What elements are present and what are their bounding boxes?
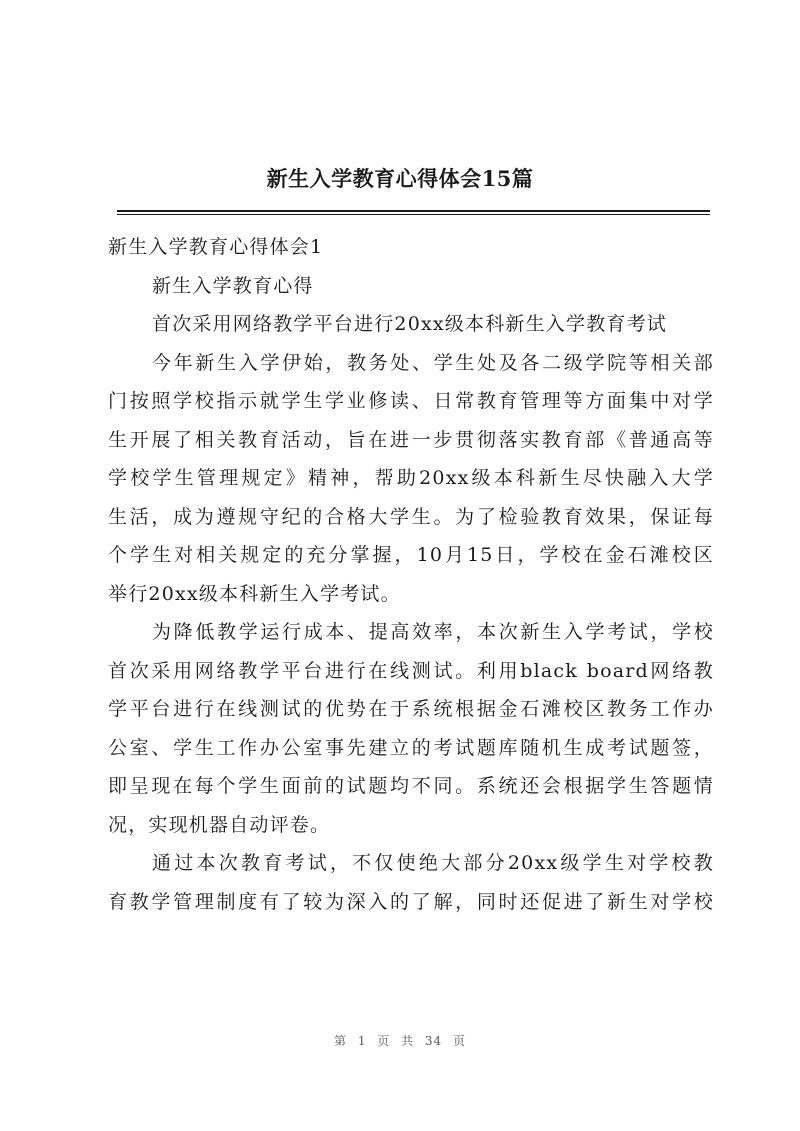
paragraph-line: 首次采用网络教学平台进行20xx级本科新生入学教育考试 <box>152 313 668 335</box>
paragraph-line: 通过本次教育考试，不仅使绝大部分20xx级学生对学校教 <box>152 852 714 874</box>
paragraph-line: 生开展了相关教育活动，旨在进一步贯彻落实教育部《普通高等 <box>108 428 714 451</box>
paragraph-line: 学校学生管理规定》精神，帮助20xx级本科新生尽快融入大学 <box>108 467 714 489</box>
paragraph-line: 为降低教学运行成本、提高效率，本次新生入学考试，学校 <box>152 621 714 643</box>
paragraph-line: 举行20xx级本科新生入学考试。 <box>108 582 401 605</box>
paragraph-line: 今年新生入学伊始，教务处、学生处及各二级学院等相关部 <box>152 351 714 374</box>
paragraph-line: 即呈现在每个学生面前的试题均不同。系统还会根据学生答题情 <box>108 775 714 797</box>
title-divider-thin <box>117 214 710 215</box>
section-heading: 新生入学教育心得体会1 <box>108 236 324 258</box>
paragraph-line: 生活，成为遵规守纪的合格大学生。为了检验教育效果，保证每 <box>108 505 714 528</box>
title-divider-thick <box>117 210 710 212</box>
paragraph-line: 育教学管理制度有了较为深入的了解，同时还促进了新生对学校 <box>108 890 714 913</box>
paragraph-line: 公室、学生工作办公室事先建立的考试题库随机生成考试题签， <box>108 736 714 759</box>
paragraph-line: 首次采用网络教学平台进行在线测试。利用black board网络教 <box>108 659 714 682</box>
page-number-footer: 第 1 页 共 34 页 <box>334 1034 466 1048</box>
subheading: 新生入学教育心得 <box>152 274 314 297</box>
paragraph-line: 门按照学校指示就学生学业修读、日常教育管理等方面集中对学 <box>108 390 714 412</box>
paragraph-line: 学平台进行在线测试的优势在于系统根据金石滩校区教务工作办 <box>108 698 714 720</box>
paragraph-line: 况，实现机器自动评卷。 <box>108 813 331 836</box>
document-title: 新生入学教育心得体会15篇 <box>266 166 534 191</box>
document-body <box>108 228 714 921</box>
paragraph-line: 个学生对相关规定的充分掌握，10月15日，学校在金石滩校区 <box>108 544 714 566</box>
